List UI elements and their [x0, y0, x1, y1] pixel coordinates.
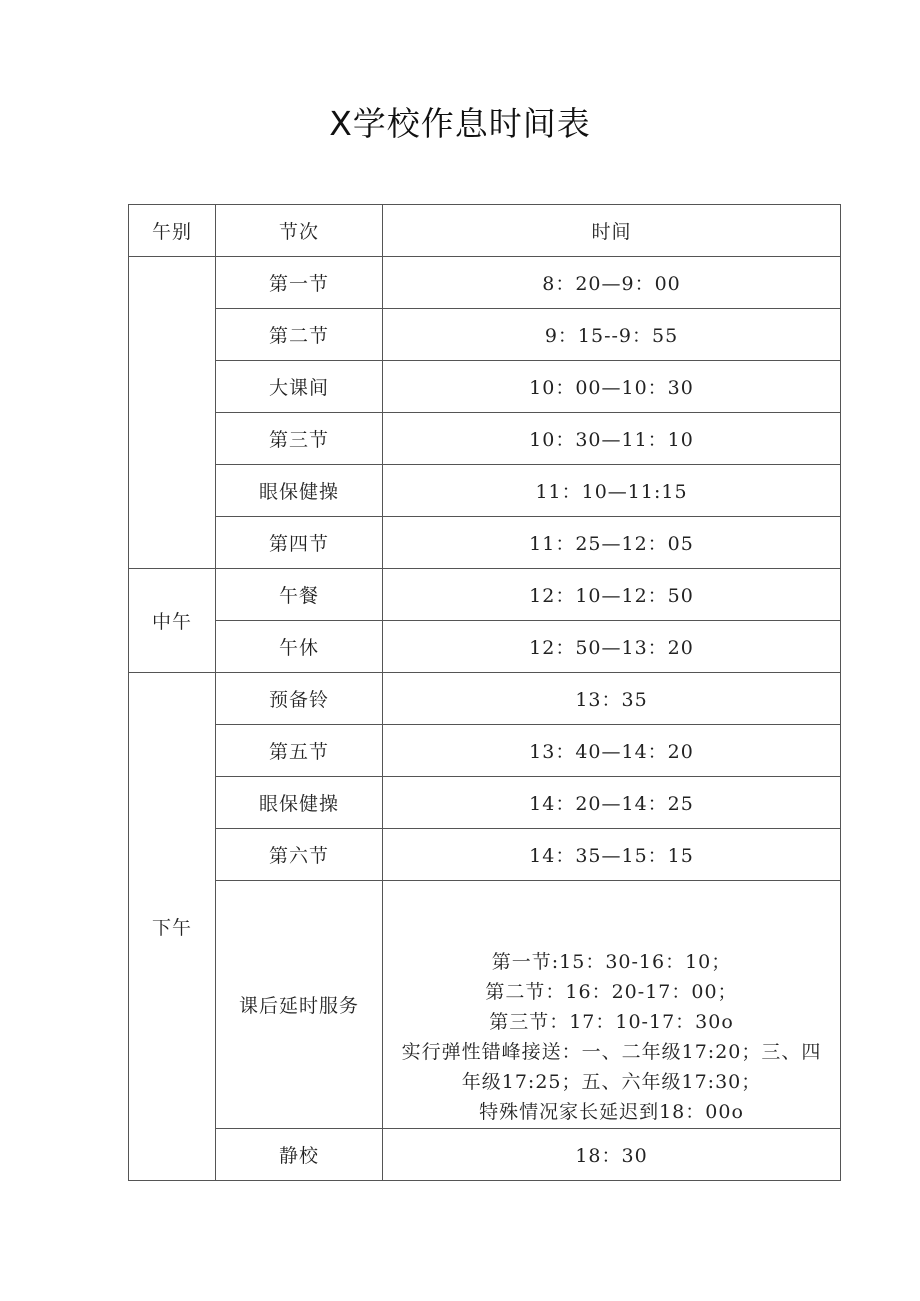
time-cell: 14：20—14：25 — [383, 777, 841, 829]
table-row — [129, 725, 841, 777]
detail-line: 年级17:25；五、六年级17:30； — [461, 1070, 762, 1093]
header-period: 午别 — [129, 205, 216, 257]
lesson-cell: 第五节 — [216, 725, 383, 777]
period-morning-cell — [129, 257, 216, 569]
lesson-cell: 课后延时服务 — [216, 881, 383, 1129]
detail-line: 第二节：16：20-17：00； — [485, 980, 738, 1003]
table-row — [129, 621, 841, 673]
time-cell: 13：40—14：20 — [383, 725, 841, 777]
table-row-after-school — [129, 881, 841, 1129]
table-row — [129, 465, 841, 517]
lesson-cell: 预备铃 — [216, 673, 383, 725]
time-cell: 12：10—12：50 — [383, 569, 841, 621]
table-header-row — [129, 205, 841, 257]
table-row — [129, 777, 841, 829]
time-cell: 11：25—12：05 — [383, 517, 841, 569]
time-cell: 18：30 — [383, 1129, 841, 1181]
table-row — [129, 517, 841, 569]
lesson-cell: 静校 — [216, 1129, 383, 1181]
after-school-details — [383, 883, 840, 1127]
after-school-time-cell — [383, 881, 841, 1129]
table-row — [129, 257, 841, 309]
header-lesson: 节次 — [216, 205, 383, 257]
lesson-cell: 大课间 — [216, 361, 383, 413]
lesson-cell: 第六节 — [216, 829, 383, 881]
time-cell: 11：10—11:15 — [383, 465, 841, 517]
table-row — [129, 829, 841, 881]
table-row — [129, 309, 841, 361]
lesson-cell: 眼保健操 — [216, 777, 383, 829]
schedule-table — [128, 204, 841, 1181]
period-noon-cell: 中午 — [129, 569, 216, 673]
table-row — [129, 569, 841, 621]
table-row — [129, 673, 841, 725]
time-cell: 9：15--9：55 — [383, 309, 841, 361]
lesson-cell: 眼保健操 — [216, 465, 383, 517]
page-title: X学校作息时间表 — [329, 104, 591, 143]
table-row — [129, 361, 841, 413]
detail-line: 第一节:15：30-16：10； — [491, 950, 732, 973]
time-cell: 13：35 — [383, 673, 841, 725]
lesson-cell: 午餐 — [216, 569, 383, 621]
time-cell: 12：50—13：20 — [383, 621, 841, 673]
detail-line: 实行弹性错峰接送：一、二年级17:20；三、四 — [401, 1040, 822, 1063]
detail-line: 特殊情况家长延迟到18：00o — [479, 1100, 744, 1123]
detail-line: 第三节：17：10-17：30o — [489, 1010, 734, 1033]
time-cell: 10：30—11：10 — [383, 413, 841, 465]
time-cell: 8：20—9：00 — [383, 257, 841, 309]
lesson-cell: 第四节 — [216, 517, 383, 569]
lesson-cell: 午休 — [216, 621, 383, 673]
lesson-cell: 第一节 — [216, 257, 383, 309]
lesson-cell: 第三节 — [216, 413, 383, 465]
period-afternoon-cell: 下午 — [129, 673, 216, 1181]
header-time: 时间 — [383, 205, 841, 257]
table-row — [129, 1129, 841, 1181]
time-cell: 10：00—10：30 — [383, 361, 841, 413]
lesson-cell: 第二节 — [216, 309, 383, 361]
time-cell: 14：35—15：15 — [383, 829, 841, 881]
table-row — [129, 413, 841, 465]
